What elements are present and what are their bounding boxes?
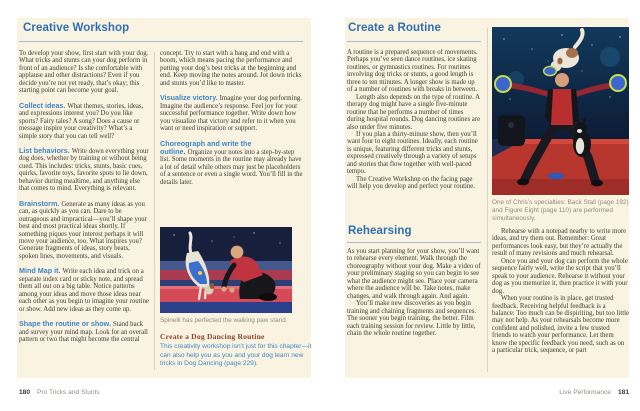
photo-caption: Spinelli has perfected the walking paw stand. — [160, 317, 288, 324]
step-lead: Visualize victory. — [160, 93, 218, 103]
footer-section: Live Performance — [559, 389, 611, 396]
step-text: Stand back and survey your mind map. Look for an overall pattern or two that might become the central — [19, 321, 148, 343]
left-column-1 — [19, 50, 150, 375]
frisbee-on-floor — [548, 173, 564, 180]
step-lead: Choreograph and write the outline. — [160, 138, 252, 156]
frisbee-disc — [544, 66, 557, 75]
paragraph: Length also depends on the type of routine. A therapy dog might have a single five-minute routine that he performs a number of times during hospital rounds. Dog dancing routines are also under five minutes. — [347, 93, 481, 131]
right-column-1-rehearsing — [347, 248, 481, 374]
footer-section: Pro Tricks and Stunts — [37, 389, 100, 396]
step-text: Imagine your dog performing. Imagine the audience’s response. Feel joy for your successful performance together. Write down how you visualize that victory and refer to it when you want or need inspiration or support. — [160, 95, 302, 133]
paragraph — [19, 102, 150, 140]
paragraph: Rehearse with a notepad nearby to write more ideas, and try them out. Remember: Great performances look easy, but they’re actually the result of many revisions and much rehearsal. — [492, 228, 627, 258]
frisbee-disc — [610, 75, 626, 91]
paragraph: A routine is a prepared sequence of movements. Perhaps you’ve seen dance routines, ice skating routines, or gymnastics routines. For routines involving dog tricks or stunts, a good length is three to ten minutes. A longer show is made up of a number of routines with breaks in between. — [347, 49, 478, 94]
page-number: 181 — [617, 389, 629, 396]
step-text: Write down everything your dog does, whether by training or without being cued. This includes: tricks, stunts, basic cues, quirks, favorite toys, favorite spots to lie down, behavior during mealtime, and anything else that comes to mind. Everything is relevant. — [19, 147, 149, 193]
mat-edge — [160, 302, 292, 313]
section-title-create-a-routine: Create a Routine — [348, 22, 441, 34]
paragraph: As you start planning for your show, you’ll want to rehearse every element. Walk through the choreography without your dog. Make a video of your preliminary staging so you can begin to see what the audience might see. Place your camera where the audience will be. Take notes, make changes, and walk through again. And again. — [347, 248, 481, 300]
paragraph: When your routine is in place, get trusted feedback. Receiving helpful feedback is a balance: Too much can be dispiriting, but too little may not help. As your rehearsals become more confident and polished, invite a few trusted friends to watch your performance. Let them know the specific feedback you need, such as on a particular trick, sequence, or part — [492, 295, 629, 355]
step-lead: Collect ideas. — [19, 100, 66, 110]
paragraph — [19, 200, 150, 261]
paragraph — [19, 267, 150, 313]
title-underline — [347, 41, 481, 42]
paragraph — [19, 320, 150, 343]
tip-box — [160, 332, 312, 369]
step-text: Generate as many ideas as you can, as quickly as you can. Dare to be outrageous and impractical—you’ll shape your best and most practical ideas shortly. If something piques your interest perhaps it will move your audience, too. What inspires you? Generate fragments of ideas, story beats, spoken lines, movements, and visuals. — [19, 200, 147, 260]
frisbee-disc — [495, 76, 511, 92]
paragraph — [19, 147, 150, 193]
page-number: 180 — [19, 389, 31, 396]
title-underline — [347, 242, 481, 243]
right-column-1-create — [347, 49, 481, 221]
mat-shadow — [492, 179, 629, 195]
paragraph — [160, 94, 305, 132]
tip-box-text: This creativity workshop isn’t just for this chapter—it can also help you as you and your dog learn new tricks in Dog Dancing (page 229). — [160, 343, 312, 368]
step-lead: Shape the routine or show. — [19, 319, 111, 329]
page-title: Creative Workshop — [23, 22, 130, 34]
paragraph: concept. Try to start with a bang and end with a boom, which means pacing the performance and putting your dog’s best tricks at the beginning and end. Keep moving the notes around. Jot down tricks and stunts you’d like to master. — [160, 50, 302, 87]
section-title-rehearsing: Rehearsing — [348, 225, 412, 237]
step-lead: Mind Map it. — [19, 266, 61, 276]
right-photo — [492, 27, 629, 195]
step-text: Organize your notes into a step-by-step list. Some moments in the routine may already have a lot of detail while others may just be placeholders of a sentence or even a single word. You’ll fill in the details later. — [160, 148, 303, 186]
right-column-2 — [492, 228, 629, 375]
step-lead: List behaviors. — [19, 145, 70, 155]
paragraph: You’ll make new discoveries as you begin training and chaining fragments and sequences. The sooner you begin training, the better. Film each training session for review. Little by little, chain the whole routine together. — [347, 300, 477, 337]
stage-glow — [600, 47, 620, 67]
photo-caption: One of Chris’s specialties: Back Stall (page 192) and Figure Eight (page 110) are performed simultaneously. — [492, 199, 629, 222]
paragraph — [160, 140, 305, 187]
step-text: Write each idea and trick on a separate index card or sticky note, and spread them all out on a big table. Notice patterns among your ideas and move those ideas near each other as you begin to imagine your routine or show. Add new ideas as they come up. — [19, 268, 149, 313]
mat-stripe — [160, 261, 292, 270]
left-photo — [160, 227, 292, 313]
tip-box-heading: Create a Dog Dancing Routine — [160, 332, 265, 341]
paragraph: If you plan a thirty-minute show, then you’ll want four to eight routines. Ideally, each routine is unique, featuring different tricks and stunts, expressed creatively through a variety of setups and stories that flow together with well-paced tempo. — [347, 130, 478, 176]
paragraph: Once you and your dog can perform the whole sequence fairly well, write the script that you’ll speak to your audience. Rehearse it without your dog as you memorize it, then practice it with your dog. — [492, 257, 628, 295]
step-text: What themes, stories, ideas, and expressions interest you? Do you like sports? Fairy tales? A song? Does a cause or message inspire your creativity? What’s a simple story that you can tell well? — [19, 102, 144, 140]
column-divider — [487, 28, 488, 372]
right-footer — [559, 389, 629, 396]
paragraph: The Creative Workshop on the facing page will help you develop and perfect your routine. — [347, 175, 475, 191]
step-lead: Brainstorm. — [19, 198, 60, 208]
left-footer — [19, 389, 100, 396]
left-column-2 — [160, 50, 305, 222]
column-divider — [154, 52, 155, 370]
title-underline — [19, 41, 303, 42]
gear-bag — [498, 115, 525, 146]
paragraph: To develop your show, first start with your dog. What tricks and stunts can your dog perform in front of an audience? Is she comfortable with applause and other distractions? Even if you decide you’re not yet ready, that’s okay; this starting point can become your goal. — [19, 50, 149, 95]
